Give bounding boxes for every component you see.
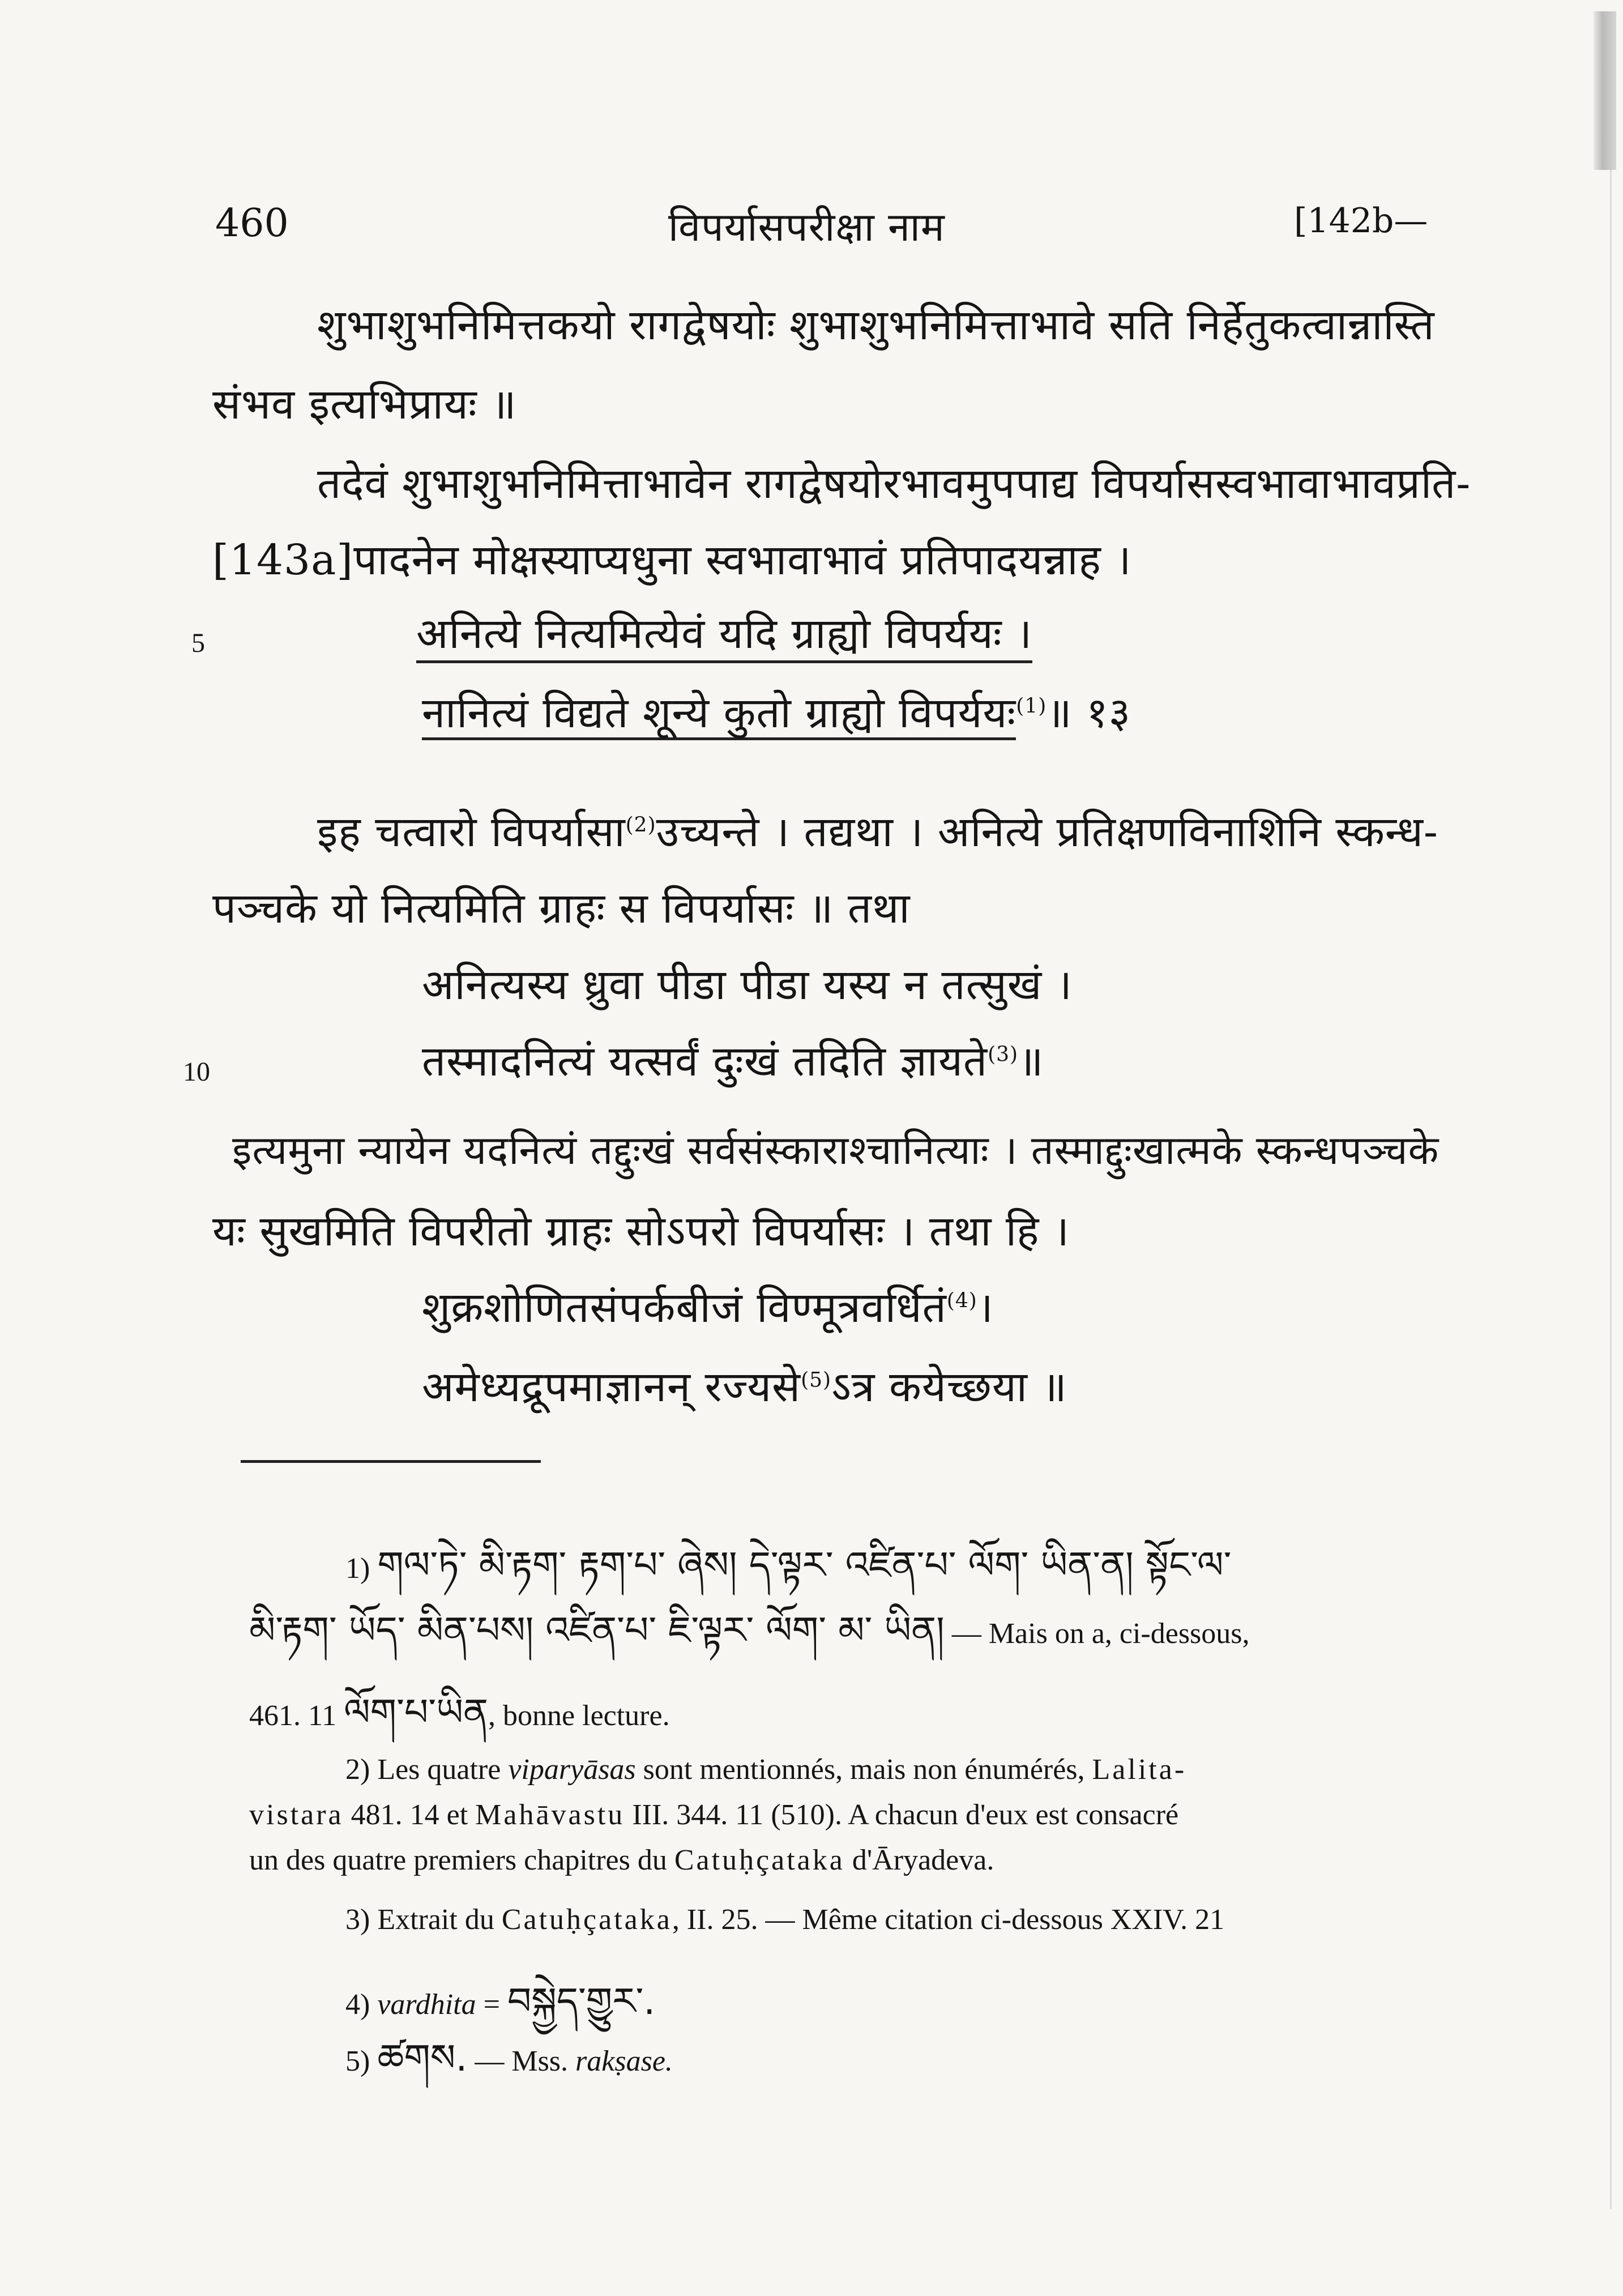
footnote-1-french: — Mais on a, ci-dessous, [951,1618,1250,1650]
footnote-3-text-a: Extrait du [377,1904,494,1936]
footnote-4-number: 4) [345,1988,370,2021]
footnote-1-tibetan-2: མི་རྟག་ ཡོད་ མིན་པས། འཛིན་པ་ ཇི་ལྟར་ ལོག་ མ་ ཡིན། [249,1608,945,1652]
footnote-2-number: 2) [345,1753,370,1786]
footnote-5-tibetan: ཚགས. [377,2036,468,2080]
verse-3-line-2b: ऽत्र कयेच्छया ॥ [831,1363,1067,1411]
footnote-2-mahavastu: Mahāvastu [475,1799,625,1831]
footnote-2-text-b: sont mentionnés, mais non énumérés, [643,1753,1085,1786]
line-number-5: 5 [191,628,205,658]
footnote-5-mss: — Mss. [475,2045,569,2077]
paragraph-2-line-1: तदेवं शुभाशुभनिमित्ताभावेन रागद्वेषयोरभावमुपपाद्य विपर्यासस्वभावाभावप्रति- [317,459,1471,508]
footnote-2-ref-b: III. 344. 11 (510). A chacun d'eux est consacré [632,1799,1179,1831]
note-mark-4: (4) [946,1289,977,1313]
footnote-2-lalitavistara-a: Lalita- [1092,1753,1187,1786]
footnote-3-catuhsataka: Catuḥçataka [501,1904,672,1936]
running-title: विपर्यासपरीक्षा नाम [668,204,945,250]
paragraph-3-line-1b: उच्यन्ते । तद्यथा । अनित्ये प्रतिक्षणविनाशिनि स्कन्ध- [656,808,1438,856]
verse-3-line-2a: अमेध्यद्रूपमाज्ञानन् रज्यसे [422,1363,801,1411]
footnote-2-ref-a: 481. 14 et [351,1799,468,1831]
verse-1-line-1: अनित्ये नित्यमित्येवं यदि ग्राह्यो विपर्ययः । [416,603,1032,663]
note-mark-3: (3) [988,1043,1019,1066]
footnote-2-text-c: un des quatre premiers chapitres du [249,1844,667,1876]
paragraph-1-line-1: शुभाशुभनिमित्तकयो रागद्वेषयोः शुभाशुभनिमित्ताभावे सति निर्हेतुकत्वान्नास्ति [317,301,1435,349]
verse-2-line-2 [422,1031,1044,1088]
scan-edge-artifact [1594,11,1616,170]
footnote-4-tibetan: བསྐྱེད་གྱུར་. [507,1979,656,2023]
footnote-5 [345,2016,673,2122]
footnote-5-raksase: rakṣase. [575,2045,673,2077]
footnote-1-ref: 461. 11 [249,1700,337,1732]
paragraph-3-line-2: पञ्चके यो नित्यमिति ग्राहः स विपर्यासः ॥ तथा [212,884,911,933]
verse-3-line-2 [422,1356,1067,1414]
footnote-2-line-3 [249,1843,994,1877]
footnote-1-end: , bonne lecture. [488,1700,670,1732]
paragraph-4-line-1: इत्यमुना न्यायेन यदनित्यं तद्दुःखं सर्वसंस्काराश्चानित्याः । तस्माद्दुःखात्मके स्कन्धपञ्चके [232,1127,1440,1173]
footnote-1-tibetan-1: གལ་ཏེ་ མི་རྟག་ རྟག་པ་ ཞེས། དེ་ལྟར་ འཛིན་པ་ ལོག་ ཡིན་ན། སྟོང་ལ་ [377,1543,1232,1587]
verse-1-line-2-text: नानित्यं विद्यते शून्ये कुतो ग्राह्यो विपर्ययः [422,689,1016,740]
paragraph-2-line-2: [143a]पादनेन मोक्षस्याप्यधुना स्वभावाभावं प्रतिपादयन्नाह । [212,536,1132,584]
footnote-3-text-b: , II. 25. — Même citation ci-dessous XXIV. 21 [672,1904,1225,1936]
page-number: 460 [215,201,289,246]
note-mark-5: (5) [801,1368,832,1392]
verse-3-line-1-text: शुक्रशोणितसंपर्कबीजं विण्मूत्रवर्धितं [422,1283,947,1332]
footnote-4-vardhita: vardhita [377,1988,476,2021]
paragraph-3-line-1 [317,801,1438,859]
verse-number-13: ॥ १३ [1047,689,1131,737]
verse-2-line-2-text: तस्मादनित्यं यत्सर्वं दुःखं तदिति ज्ञायते [422,1037,988,1086]
footnote-2-line-2 [249,1798,1178,1832]
footnote-2-italic: viparyāsas [508,1753,636,1786]
footnote-3 [345,1903,1224,1936]
paragraph-1-line-2: संभव इत्यभिप्रायः ॥ [212,380,517,429]
line-number-10: 10 [183,1057,210,1087]
footnote-2-catuhsataka: Catuḥçataka [674,1844,845,1876]
footnote-5-number: 5) [345,2045,370,2077]
footnote-4-equals: = [483,1988,500,2021]
verse-3-danda: । [977,1283,994,1332]
scan-margin-line [1610,170,1612,2209]
verse-2-end-mark: ॥ [1018,1037,1044,1086]
footnote-2-line-1 [345,1753,1186,1786]
note-mark-2: (2) [625,813,656,837]
paragraph-3-line-1a: इह चत्वारो विपर्यासा [317,808,626,856]
verse-2-line-1: अनित्यस्य ध्रुवा पीडा पीडा यस्य न तत्सुखं । [422,961,1073,1009]
footnote-1-tibetan-3: ལོག་པ་ཡིན [344,1691,489,1734]
footnote-2-aryadeva: d'Āryadeva. [852,1844,994,1876]
footnote-2-text-a: Les quatre [377,1753,501,1786]
footnote-1-number: 1) [345,1552,370,1585]
verse-3-line-1 [422,1277,994,1334]
note-mark-1: (1) [1016,694,1047,718]
footnote-2-lalitavistara-b: vistara [249,1799,344,1831]
verse-1-line-2 [422,682,1131,740]
folio-reference: [142b— [1294,201,1428,241]
paragraph-4-line-2: यः सुखमिति विपरीतो ग्राहः सोऽपरो विपर्यासः । तथा हि । [212,1207,1070,1256]
footnote-separator [241,1460,541,1463]
footnote-3-number: 3) [345,1904,370,1936]
